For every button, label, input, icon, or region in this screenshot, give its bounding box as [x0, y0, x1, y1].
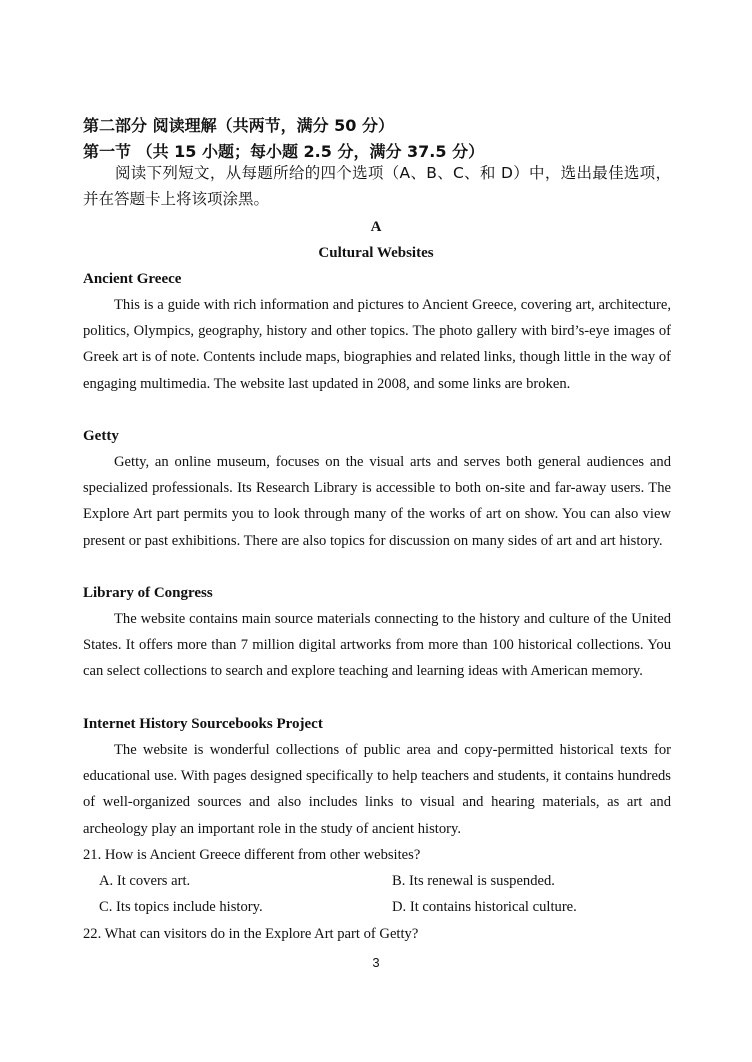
- passage-title: Cultural Websites: [318, 245, 434, 261]
- section-heading-internet-history: Internet History Sourcebooks Project: [83, 716, 323, 732]
- paragraph-getty: Getty, an online museum, focuses on the visual arts and serves both general audiences and specialized professionals. Its Research Library is accessible to both on-site and far-away users. The Explore Art part permits you to look through many of the works of art on show. You can also view present or past exhibitions. There are also topics for discussion on many sides of art and art history.: [83, 454, 671, 549]
- section-heading-ancient-greece: Ancient Greece: [83, 271, 182, 287]
- question-21-option-d: D. It contains historical culture.: [392, 899, 577, 915]
- section-heading-getty: Getty: [83, 428, 119, 444]
- paragraph-ancient-greece: This is a guide with rich information and pictures to Ancient Greece, covering art, architecture, politics, Olympics, geography, history and other topics. The photo gallery with bird’s-eye images of Greek art is of note. Contents include maps, biographies and related links, though little in the way of engaging multimedia. The website last updated in 2008, and some links are broken.: [83, 297, 671, 392]
- question-21-option-a: A. It covers art.: [99, 873, 191, 889]
- question-21-option-b: B. Its renewal is suspended.: [392, 873, 555, 889]
- question-21-option-c: C. Its topics include history.: [99, 899, 263, 915]
- paragraph-internet-history: The website is wonderful collections of public area and copy-permitted historical texts for educational use. With pages designed specifically to help teachers and students, it contains hundreds of well-organized sources and also includes links to visual and hearing materials, as art and archeology play an important role in the study of ancient history.: [83, 742, 671, 837]
- question-21-stem: 21. How is Ancient Greece different from other websites?: [83, 847, 421, 863]
- part-heading: 第二部分 阅读理解（共两节，满分 50 分）: [83, 116, 394, 135]
- page-number: 3: [372, 955, 380, 970]
- paragraph-library-of-congress: The website contains main source materials connecting to the history and culture of the United States. It offers more than 7 million digital artworks from more than 100 historical collections. You can select collections to search and explore teaching and learning ideas with American memory.: [83, 611, 671, 680]
- section-heading: 第一节 （共 15 小题；每小题 2.5 分，满分 37.5 分）: [83, 142, 485, 161]
- question-22-stem: 22. What can visitors do in the Explore Art part of Getty?: [83, 926, 419, 942]
- passage-label: A: [370, 219, 382, 235]
- section-heading-library-of-congress: Library of Congress: [83, 585, 213, 601]
- instructions: 阅读下列短文，从每题所给的四个选项（A、B、C、和 D）中，选出最佳选项，并在答题卡上将该项涂黑。: [83, 164, 671, 208]
